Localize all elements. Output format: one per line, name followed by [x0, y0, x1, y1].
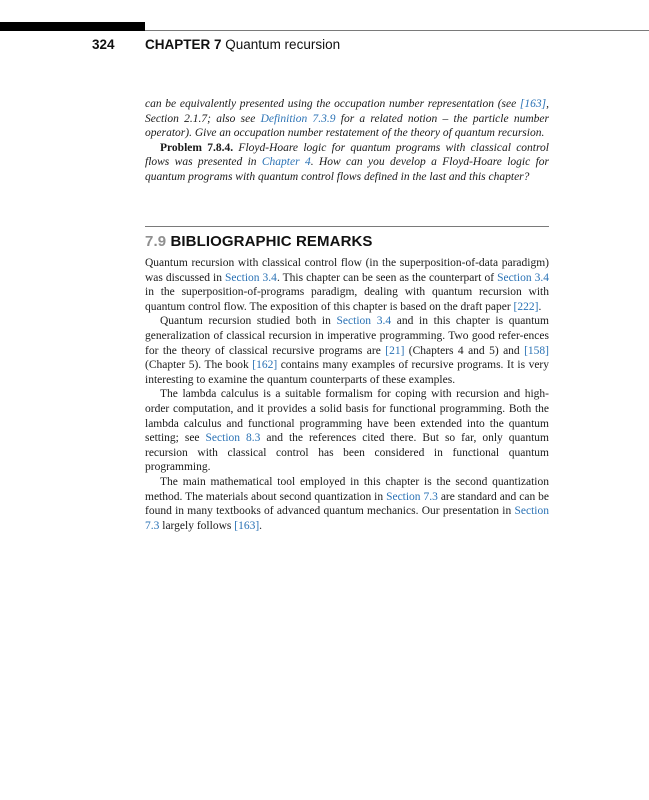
citation-link[interactable]: [21]: [385, 344, 405, 357]
body-paragraph: [145, 314, 549, 387]
text: and the references cited there. But so far, only quantum recursion with classical control has been considered in functional quantum programming.: [145, 432, 549, 474]
text: Quantum recursion with classical control flow (in the superposition-of-data paradigm) was discussed in: [145, 257, 549, 284]
text: .: [259, 519, 263, 532]
section-link[interactable]: Section 8.3: [205, 432, 261, 445]
page-number: 324: [92, 37, 115, 52]
citation-link[interactable]: [222]: [513, 300, 539, 313]
text: in the superposition-of-programs paradigm, dealing with quantum recursion with quantum control flow. The exposition of this chapter is based on the draft paper: [145, 286, 549, 313]
problem-label: Problem 7.8.4.: [160, 141, 234, 154]
text: Quantum recursion studied both in: [160, 315, 337, 328]
citation-link[interactable]: [162]: [252, 359, 278, 372]
section-title: BIBLIOGRAPHIC REMARKS: [170, 233, 373, 250]
chapter-label: CHAPTER 7: [145, 37, 222, 52]
body-paragraph: [145, 475, 549, 533]
text: . How can you develop a Floyd-Hoare logic for quantum programs with quantum control flows defined in the last and this chapter?: [145, 156, 550, 183]
chapter-title: Quantum recursion: [225, 37, 341, 52]
text: are standard and can be found in many textbooks of advanced quantum mechanics. Our presentation in: [145, 490, 549, 518]
text: and in this chapter is quantum generalization of classical recursion in imperative programming. Two good refer-ences for the theory of classical recursive programs are: [145, 315, 549, 357]
header-rule: [145, 30, 649, 31]
section-number: 7.9: [145, 233, 167, 250]
text: (Chapter 5). The book: [145, 359, 253, 372]
text: The lambda calculus is a suitable formalism for coping with recursion and high-order computation, and it provides a solid basis for functional programming. Both the lambda calculus and functional programming have been extended into the quantum setting; see: [145, 388, 549, 445]
definition-link[interactable]: Definition 7.3.9: [260, 112, 336, 125]
section-link[interactable]: Section 3.4: [225, 271, 277, 284]
section-link[interactable]: Section 3.4: [497, 271, 549, 284]
section-heading: [145, 233, 549, 250]
body-paragraph: [145, 387, 549, 475]
text: largely follows: [159, 519, 235, 532]
problem-paragraph: [145, 141, 549, 185]
citation-link[interactable]: [163]: [519, 98, 547, 110]
body-paragraph: [145, 256, 549, 314]
text: can be equivalently presented using the occupation number representation (see: [145, 98, 520, 110]
text: . This chapter can be seen as the counterpart of: [276, 271, 498, 284]
section-link[interactable]: Section 7.3: [145, 505, 549, 532]
section-link[interactable]: Section 7.3: [386, 490, 438, 503]
text: , Section 2.1.7; also see: [145, 98, 549, 125]
chapter-link[interactable]: Chapter 4: [261, 156, 311, 169]
problem-continuation-paragraph: [145, 97, 549, 141]
header-black-bar: [0, 22, 145, 31]
citation-link[interactable]: [163]: [234, 519, 260, 532]
section-link[interactable]: Section 3.4: [336, 315, 392, 328]
text: The main mathematical tool employed in this chapter is the second quantization method. The materials about second quantization in: [145, 475, 549, 503]
running-head: [92, 37, 341, 52]
text: (Chapters 4 and 5) and: [404, 344, 525, 357]
citation-link[interactable]: [158]: [524, 344, 550, 357]
text: .: [538, 300, 542, 313]
problems-block: [145, 97, 549, 185]
section-rule: [145, 226, 549, 227]
text: for a related notion – the particle number operator). Give an occupation number restatement of the theory of quantum recursion.: [145, 112, 549, 140]
text: contains many examples of recursive programs. It is very interesting to examine the quantum counterparts of these examples.: [145, 359, 550, 386]
chapter-heading: [145, 37, 340, 52]
text: Floyd-Hoare logic for quantum programs with classical control flows was presented in: [145, 141, 549, 169]
section-bibliographic-remarks: [145, 226, 549, 533]
